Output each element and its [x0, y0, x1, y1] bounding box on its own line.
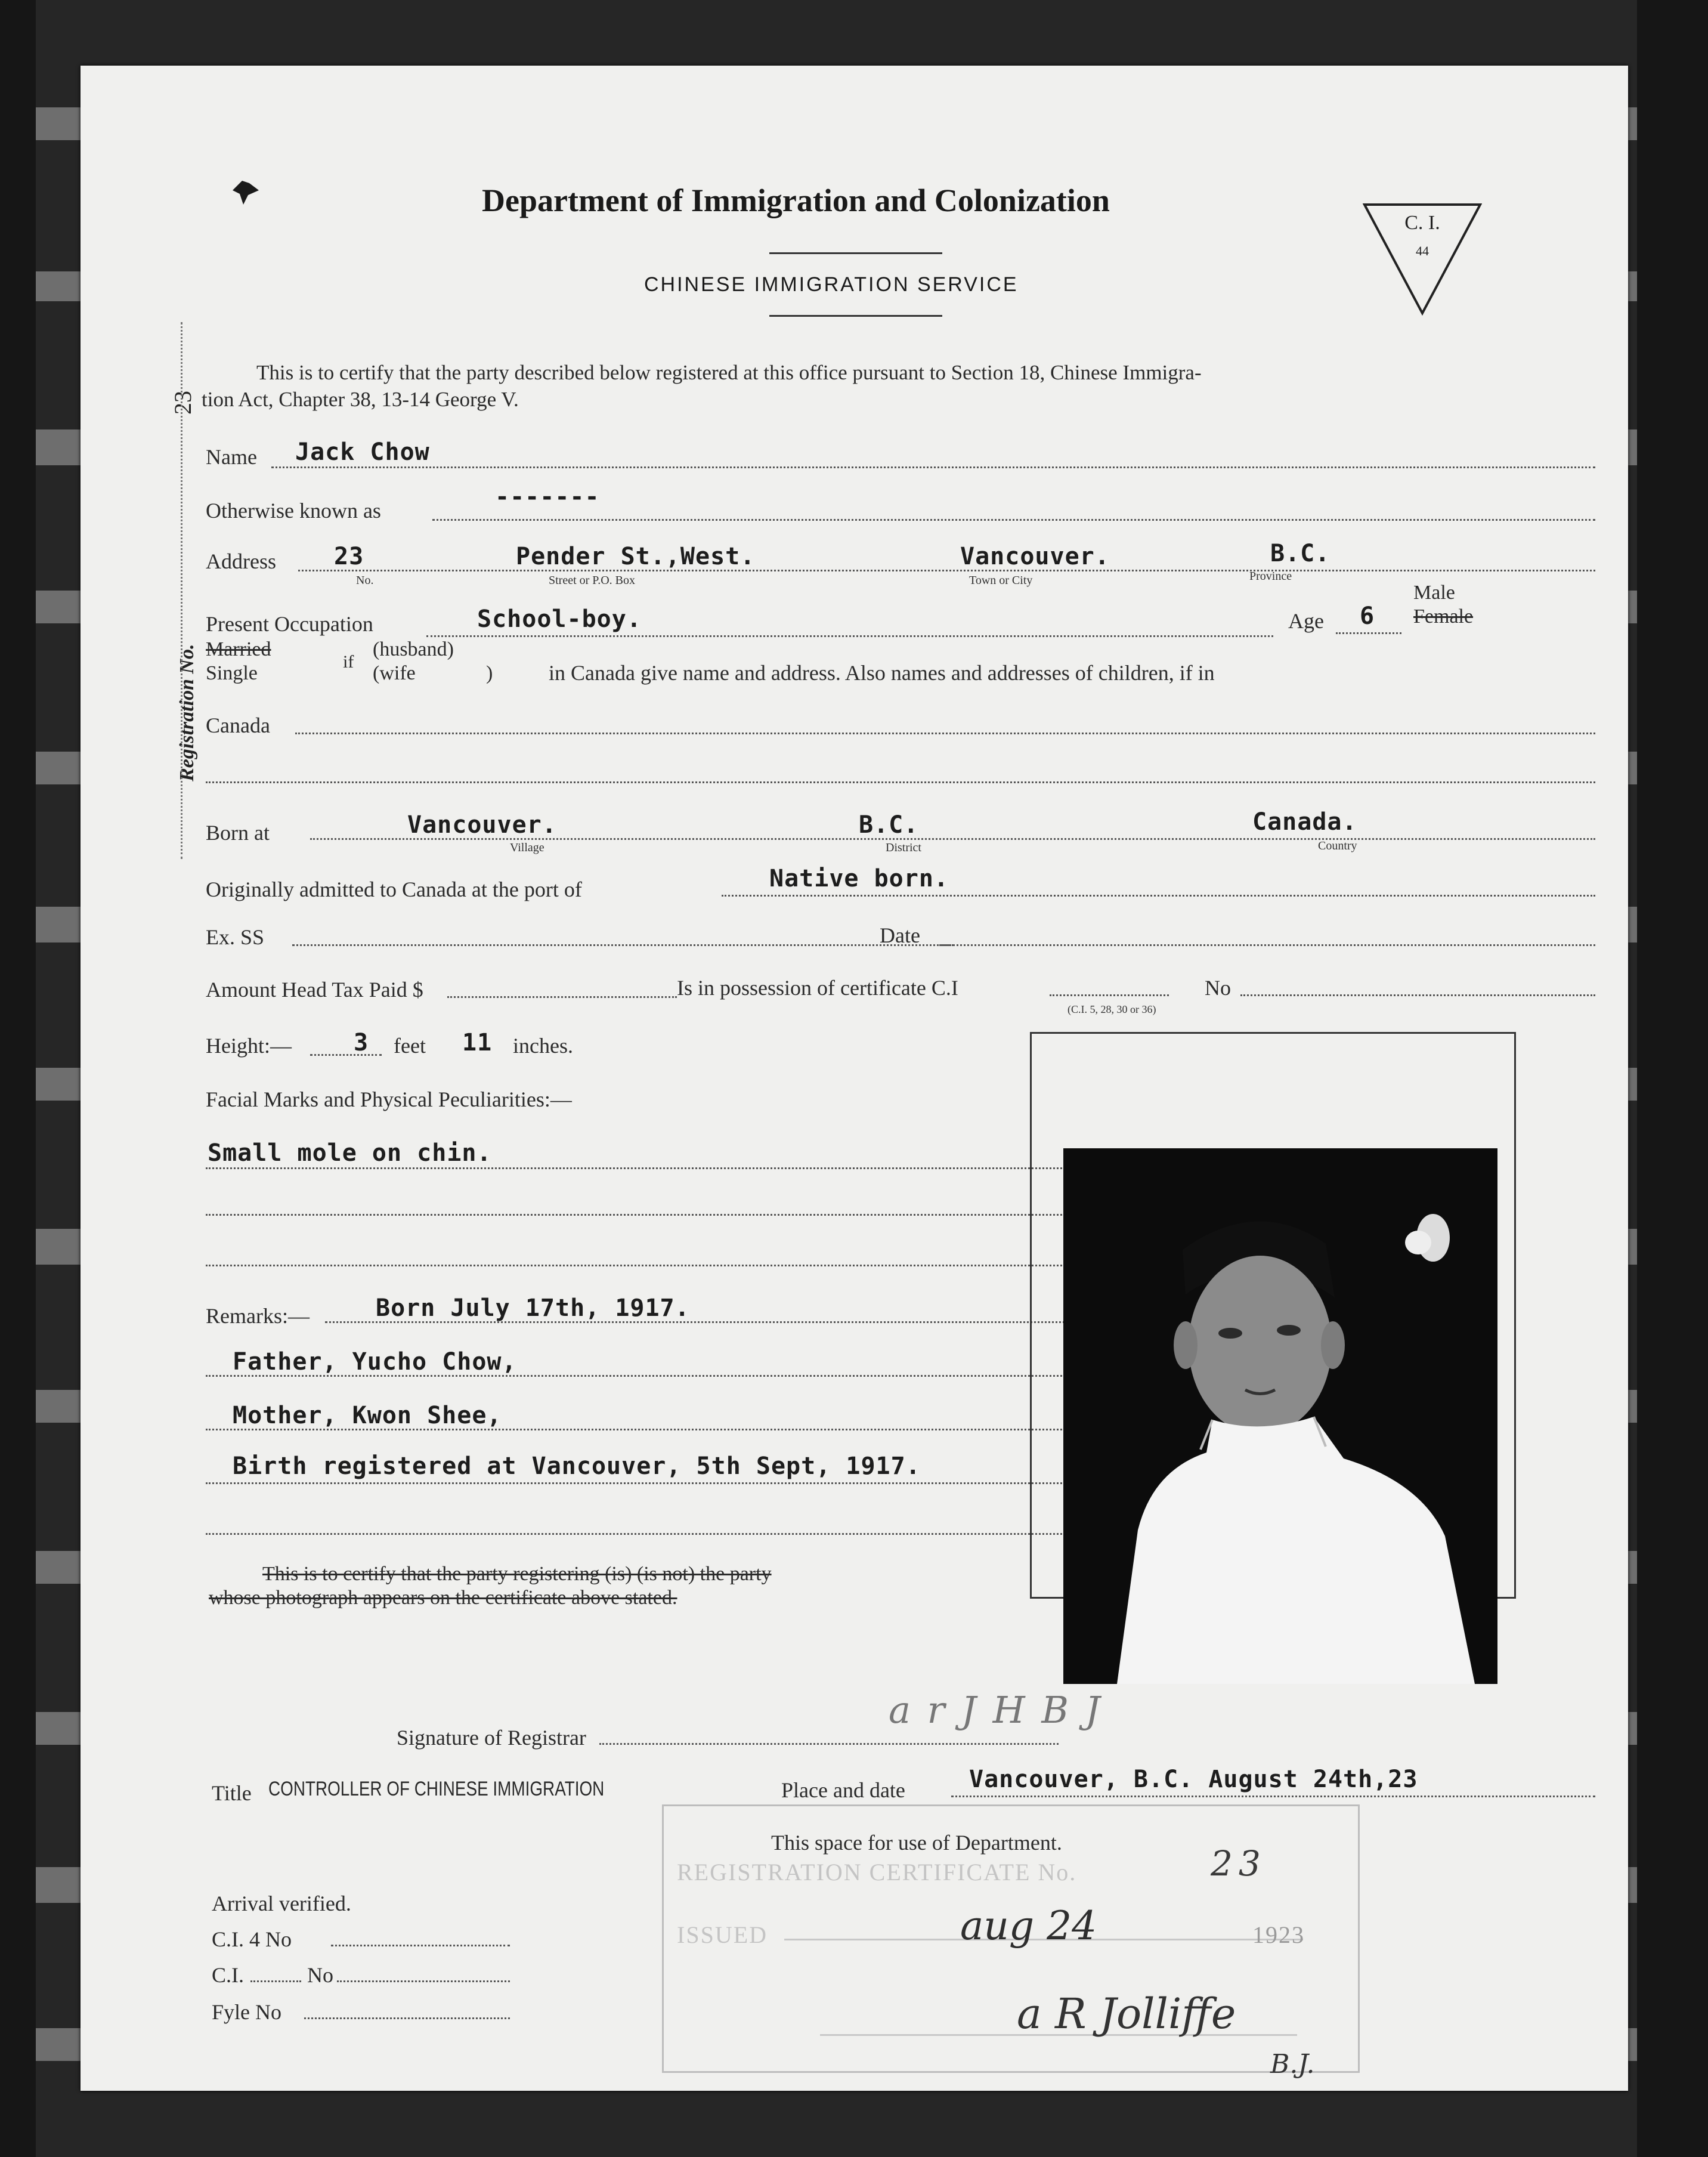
age-dotted-line [1336, 632, 1401, 634]
remarks-line-1: Born July 17th, 1917. [376, 1294, 690, 1322]
address-sublabel-province: Province [1249, 570, 1292, 583]
remarks-line-4: Birth registered at Vancouver, 5th Sept, 1917. [233, 1453, 921, 1480]
service-title: CHINESE IMMIGRATION SERVICE [644, 273, 1019, 296]
stamp-issued-label: ISSUED [677, 1921, 768, 1948]
remarks-dotted-line [325, 1321, 1076, 1323]
exss-label: Ex. SS [206, 925, 265, 949]
born-dotted-line [310, 838, 1595, 840]
address-street: Pender St.,West. [516, 543, 756, 570]
arrival-verified: Arrival verified. [212, 1892, 351, 1915]
possession-label: Is in possession of certificate C.I [677, 976, 958, 1000]
form-code: C. I. [1404, 212, 1440, 234]
remarks-dotted-line-5 [206, 1533, 1076, 1535]
remarks-dotted-line-4 [206, 1482, 1076, 1484]
born-country: Canada. [1252, 808, 1357, 836]
height-feet: 3 [354, 1029, 369, 1056]
ci-no-label: No [307, 1963, 333, 1987]
stamp-year: 1923 [1252, 1921, 1305, 1948]
ci4-dotted-line [331, 1945, 510, 1946]
divider [769, 252, 942, 254]
address-dotted-line [298, 570, 1595, 571]
spouse-instruction: in Canada give name and address. Also names and addresses of children, if in [549, 661, 1215, 685]
born-sublabel-country: Country [1318, 839, 1357, 852]
signature-dotted-line [599, 1743, 1059, 1745]
headtax-label: Amount Head Tax Paid $ [206, 978, 423, 1002]
margin-dotted-line [181, 322, 182, 859]
certificate-page [81, 66, 1628, 2091]
place-date-dotted-line [951, 1796, 1595, 1797]
film-border-right [1637, 0, 1708, 2157]
occupation-value: School-boy. [477, 605, 642, 633]
remarks-label: Remarks:— [206, 1304, 310, 1328]
headtax-dotted-line [447, 996, 677, 998]
ci-label: C.I. [212, 1963, 244, 1987]
name-label: Name [206, 445, 257, 469]
wife-label: (wife [373, 662, 416, 684]
admitted-dotted-line [722, 895, 1595, 897]
remarks-line-3: Mother, Kwon Shee, [233, 1402, 502, 1429]
single-label: Single [206, 662, 258, 684]
height-dotted-line [310, 1054, 382, 1056]
sex-male: Male [1413, 582, 1455, 604]
place-date-value: Vancouver, B.C. August 24th,23 [969, 1766, 1418, 1793]
occupation-dotted-line [426, 635, 1273, 637]
close-paren: ) [486, 662, 493, 684]
occupation-label: Present Occupation [206, 612, 373, 636]
stamp-registration-label: REGISTRATION CERTIFICATE No. [677, 1859, 1077, 1886]
married-struck: Married [206, 638, 271, 660]
remarks-dotted-line-2 [206, 1375, 1076, 1377]
marks-value: Small mole on chin. [208, 1139, 492, 1167]
otherwise-value: ------- [495, 483, 600, 511]
stamp-initials: B.J. [1270, 2049, 1315, 2079]
born-sublabel-district: District [886, 841, 921, 854]
feet-label: feet [394, 1034, 426, 1058]
marks-dotted-line-2 [206, 1214, 1076, 1216]
age-label: Age [1288, 609, 1324, 633]
address-sublabel-city: Town or City [969, 574, 1033, 587]
height-inches: 11 [462, 1029, 493, 1056]
department-space-label: This space for use of Department. [771, 1831, 1062, 1855]
canada-dotted-line [295, 733, 1595, 734]
address-label: Address [206, 549, 276, 573]
if-label: if [343, 652, 354, 672]
name-dotted-line [271, 466, 1595, 468]
fyle-label: Fyle No [212, 2000, 281, 2024]
address-sublabel-street: Street or P.O. Box [549, 574, 635, 587]
stamp-signature: a R Jolliffe [1017, 1989, 1236, 2038]
date-label: Date [880, 923, 920, 947]
divider [769, 315, 942, 317]
address-province: B.C. [1270, 540, 1330, 567]
remarks-dotted-line-3 [206, 1429, 1076, 1430]
ci-note: (C.I. 5, 28, 30 or 36) [1068, 1003, 1156, 1015]
possession-dotted-line [1050, 994, 1169, 996]
title-label: Title [212, 1781, 252, 1805]
stamp-issued-date: aug 24 [960, 1903, 1097, 1949]
canada-label: Canada [206, 713, 270, 737]
certify-line-2: tion Act, Chapter 38, 13-14 George V. [202, 388, 519, 411]
signature-label: Signature of Registrar [397, 1726, 586, 1750]
title-value: CONTROLLER OF CHINESE IMMIGRATION [268, 1778, 605, 1800]
fyle-dotted-line [304, 2017, 510, 2019]
ci-dotted-line [250, 1980, 301, 1982]
form-number: 44 [1416, 243, 1429, 258]
punch-hole-mark [231, 177, 261, 207]
marks-dotted-line-3 [206, 1265, 1076, 1266]
film-border-left [0, 0, 36, 2157]
registrar-signature: a r J H B J [889, 1688, 1103, 1732]
address-sublabel-no: No. [356, 574, 374, 587]
place-date-label: Place and date [781, 1778, 905, 1802]
inches-label: inches. [513, 1034, 573, 1058]
age-value: 6 [1360, 602, 1375, 630]
applicant-photo [1063, 1148, 1497, 1684]
possession-no-dotted-line [1240, 994, 1595, 996]
marks-label: Facial Marks and Physical Peculiarities:— [206, 1087, 572, 1111]
address-number: 23 [334, 543, 364, 570]
height-label: Height:— [206, 1034, 292, 1058]
registration-value: 23 [169, 391, 196, 415]
admitted-value: Native born. [769, 865, 949, 892]
born-label: Born at [206, 821, 270, 845]
otherwise-label: Otherwise known as [206, 499, 381, 523]
struck-statement-1: This is to certify that the party registering (is) (is not) the party [262, 1563, 772, 1585]
exss-dotted-line [292, 944, 954, 946]
department-title: Department of Immigration and Colonization [482, 183, 1110, 218]
remarks-line-2: Father, Yucho Chow, [233, 1348, 517, 1376]
admitted-label: Originally admitted to Canada at the port of [206, 877, 582, 901]
otherwise-dotted-line [432, 519, 1595, 521]
address-city: Vancouver. [960, 543, 1110, 570]
struck-statement-2: whose photograph appears on the certificate above stated. [209, 1587, 677, 1609]
possession-no-label: No [1205, 976, 1231, 1000]
born-district: B.C. [859, 811, 919, 839]
name-value: Jack Chow [295, 438, 430, 466]
stamp-registration-number: 23 [1211, 1843, 1267, 1884]
date-dotted-line [939, 944, 1595, 946]
ci-no-dotted-line [337, 1980, 510, 1982]
ci4-label: C.I. 4 No [212, 1927, 292, 1951]
marks-dotted-line [206, 1167, 1076, 1169]
born-village: Vancouver. [407, 811, 557, 839]
born-sublabel-village: Village [510, 841, 544, 854]
canada-dotted-line-2 [206, 781, 1595, 783]
sex-female-struck: Female [1413, 605, 1474, 628]
registration-label: Registration No. [176, 644, 198, 781]
husband-label: (husband) [373, 638, 454, 660]
certify-line-1: This is to certify that the party described below registered at this office pursuant to Section 18, Chinese Immigra- [256, 361, 1202, 384]
